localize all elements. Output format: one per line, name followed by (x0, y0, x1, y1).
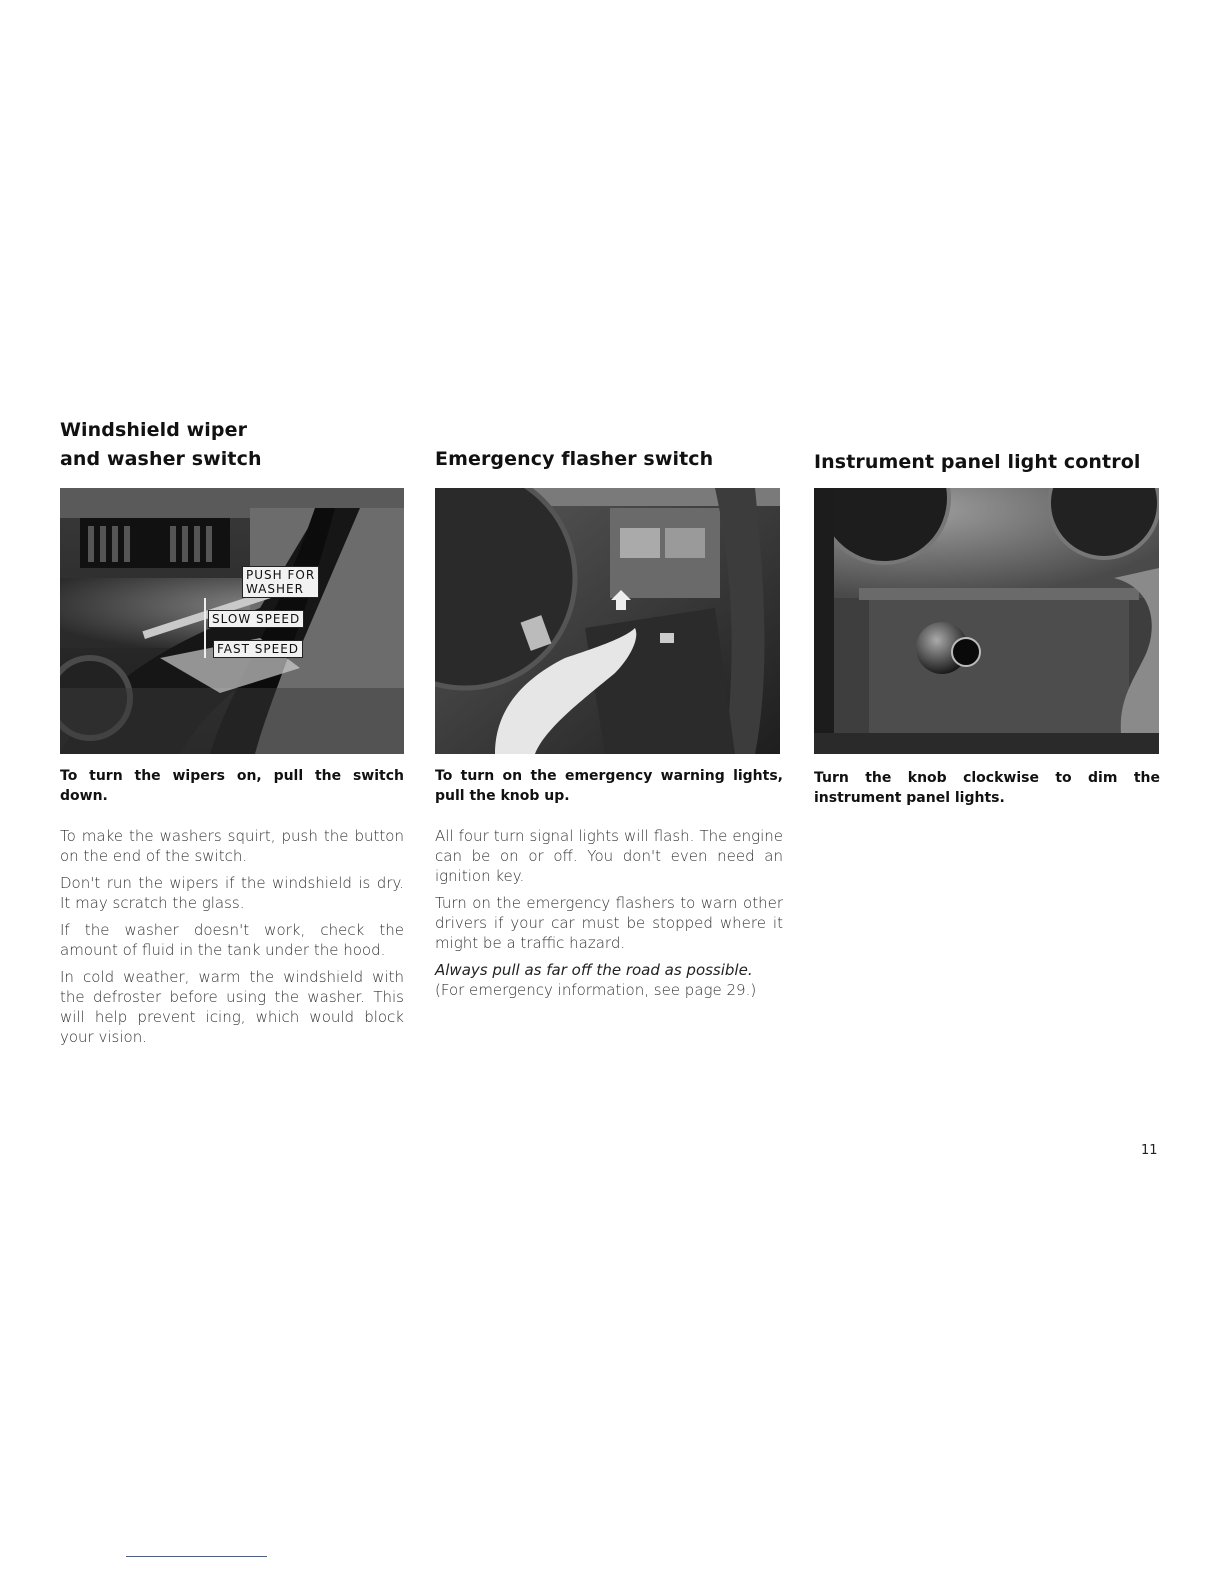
paragraph: Turn on the emergency flashers to warn other drivers if your car must be stopped where it might be a traffic hazard. (435, 894, 783, 952)
section-heading (814, 410, 1160, 476)
section-caption: To turn on the emergency warning lights, pull the knob up. (435, 768, 783, 804)
page-reference: (For emergency information, see page 29.) (435, 981, 757, 999)
footer-rule (126, 1556, 267, 1557)
paragraph: In cold weather, warm the windshield with the defroster before using the washer. This will help prevent icing, which would block your vision. (60, 968, 404, 1046)
heading-text: Emergency flasher switch (435, 448, 714, 470)
label-push-for-washer (242, 566, 319, 598)
section-heading (435, 410, 783, 476)
italic-warning: Always pull as far off the road as possible. (435, 961, 753, 979)
heading-line-1: Windshield wiper (60, 419, 248, 441)
heading-text: Instrument panel light control (814, 451, 1141, 473)
section-caption: To turn the wipers on, pull the switch down. (60, 768, 404, 804)
paragraph-with-italic (435, 960, 783, 1000)
flasher-knob-photo (435, 488, 780, 754)
section-wiper-washer (60, 410, 404, 1054)
paragraph: Don't run the wipers if the windshield is dry. It may scratch the glass. (60, 874, 404, 912)
wiper-switch-photo (60, 488, 404, 754)
paragraph: If the washer doesn't work, check the amount of fluid in the tank under the hood. (60, 921, 404, 959)
panel-photo-illustration (814, 488, 1159, 754)
section-emergency-flasher (435, 410, 783, 1007)
page-number: 11 (1141, 1143, 1158, 1158)
section-caption: Turn the knob clockwise to dim the instrument panel lights. (814, 770, 1160, 806)
heading-line-2: and washer switch (60, 448, 262, 470)
label-fast-speed: FAST SPEED (213, 640, 303, 658)
section-panel-light (814, 410, 1160, 808)
label-push-for: PUSH FOR (246, 568, 316, 582)
label-slow-speed: SLOW SPEED (208, 610, 304, 628)
section-body (435, 826, 783, 1000)
paragraph: All four turn signal lights will flash. The engine can be on or off. You don't even need an ignition key. (435, 827, 783, 885)
paragraph: To make the washers squirt, push the button on the end of the switch. (60, 827, 404, 865)
section-body (60, 826, 404, 1047)
panel-light-knob-photo (814, 488, 1159, 754)
flasher-photo-illustration (435, 488, 780, 754)
label-washer: WASHER (246, 582, 304, 596)
section-heading (60, 410, 404, 476)
